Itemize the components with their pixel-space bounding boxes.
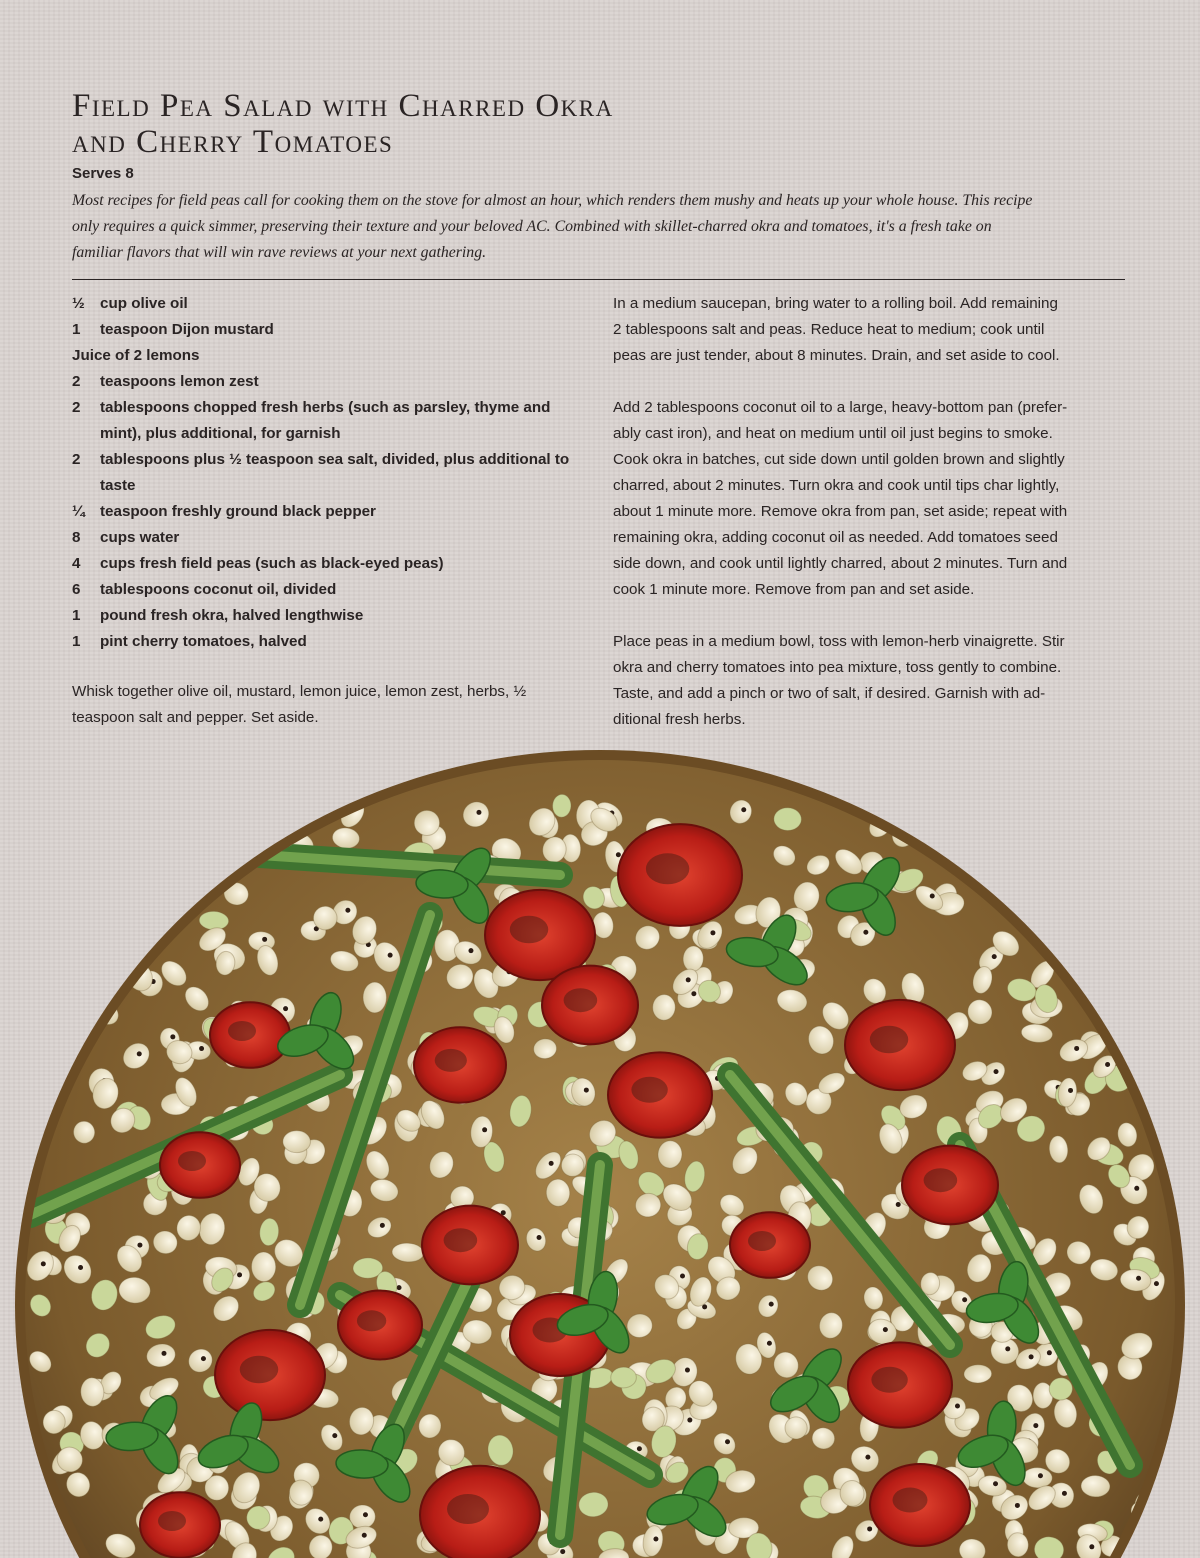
pea [1081,911,1106,939]
pea-eye [476,810,481,815]
ingredient-text: Juice of 2 lemons [72,347,200,364]
step-line: side down, and cook until lightly charred, about 2 minutes. Turn and [613,555,1068,572]
pea-eye [380,1223,385,1228]
ingredient-text: tablespoons chopped fresh herbs (such as parsley, thyme and mint), plus additional, for garnish [100,399,551,442]
pea-eye [1038,1473,1043,1478]
divider-rule [72,279,1125,280]
pea [31,797,58,822]
pea-eye [1029,1354,1034,1359]
pea-eye [680,1273,685,1278]
pea [88,886,115,914]
ingredient-text: tablespoons coconut oil, divided [100,581,337,598]
pea [1138,1006,1173,1041]
pea-eye [955,1403,960,1408]
char-mark [924,1168,958,1192]
pea [1073,868,1106,901]
pea-eye [1134,1186,1139,1191]
ingredient-text: cup olive oil [100,295,188,312]
step-line: cook 1 minute more. Remove from pan and set aside. [613,581,975,598]
serves-label: Serves 8 [72,165,134,182]
pea-eye [117,884,122,889]
pea [38,839,72,867]
char-mark [240,1356,279,1384]
pea [1135,934,1170,968]
pea-eye [653,1536,658,1541]
title-line-1: Field Pea Salad with Charred Okra [72,88,614,124]
pea-eye [48,968,53,973]
pea [1066,935,1091,966]
char-mark [178,1151,206,1171]
pea-eye [537,1235,542,1240]
intro-line-1: Most recipes for field peas call for cooking them on the stove for almost an hour, which renders them mushy and heats up your whole house. This recipe [72,192,1033,209]
pea-eye [201,1356,206,1361]
char-mark [435,1049,467,1072]
step-line: Place peas in a medium bowl, toss with lemon-herb vinaigrette. Stir [613,633,1065,650]
pea [138,834,169,866]
ingredient-item [72,525,592,551]
ingredient-text: cups water [100,529,180,546]
pea-eye [1089,1544,1094,1549]
pea [1130,957,1160,993]
ingredient-item [72,291,592,317]
pea-eye [468,948,473,953]
salad-photo [0,745,1200,1558]
pea-eye [710,930,715,935]
pea [26,1027,56,1057]
ingredient-item [72,551,592,577]
pea-eye [865,1455,870,1460]
ingredient-quantity: 8 [72,529,81,546]
pea [238,832,263,853]
step-line: 2 tablespoons salt and peas. Reduce heat to medium; cook until [613,321,1045,338]
pea [611,1367,637,1388]
pea [182,821,213,848]
pea [251,1252,276,1282]
pea-eye [345,908,350,913]
pea [1052,890,1087,918]
char-mark [444,1228,478,1252]
ingredient-quantity: 1 [72,321,81,338]
step-line: In a medium saucepan, bring water to a rolling boil. Add remaining [613,295,1058,312]
pea [1136,1514,1168,1547]
intro-paragraph [72,188,1132,266]
ingredient-text: tablespoons plus ½ teaspoon sea salt, divided, plus additional to taste [100,451,570,494]
ingredient-text: teaspoons lemon zest [100,373,259,390]
pea-eye [246,830,251,835]
step-paragraph-2 [613,395,1133,603]
pea-eye [584,1088,589,1093]
char-mark [893,1488,928,1513]
pea-eye [56,849,61,854]
pea-eye [616,852,621,857]
intro-line-3: familiar flavors that will win rave reviews at your next gathering. [72,244,487,261]
ingredient-item [72,343,592,369]
pea-eye [741,807,746,812]
ingredient-item [72,317,592,343]
pea-eye [237,1272,242,1277]
step-line: Cook okra in batches, cut side down until golden brown and slightly [613,451,1065,468]
step-line: charred, about 2 minutes. Turn okra and cook until tips char lightly, [613,477,1060,494]
pea [193,823,229,856]
step-line: remaining okra, adding coconut oil as needed. Add tomatoes seed [613,529,1058,546]
pea-eye [725,1439,730,1444]
pea [1128,1021,1160,1056]
char-mark [158,1511,186,1531]
pea-eye [332,1433,337,1438]
ingredient-text: cups fresh field peas (such as black-eyed peas) [100,555,444,572]
title-line-2: and Cherry Tomatoes [72,124,394,160]
pea-eye [867,1526,872,1531]
ingredient-quantity: 2 [72,399,81,416]
step-line: peas are just tender, about 8 minutes. Drain, and set aside to cool. [613,347,1060,364]
ingredient-text: pound fresh okra, halved lengthwise [100,607,364,624]
pea-eye [161,1351,166,1356]
pea [1032,821,1059,845]
pea [113,794,138,819]
char-mark [748,1231,776,1251]
ingredient-quantity: 1 [72,633,81,650]
pea-eye [992,954,997,959]
char-mark [510,916,549,944]
ingredient-item [72,499,592,525]
pea-eye [883,1327,888,1332]
pea-eye [363,1512,368,1517]
pea-eye [318,1517,323,1522]
step-line: okra and cherry tomatoes into pea mixture, toss gently to combine. [613,659,1062,676]
pea [219,839,244,870]
pea-eye [1015,1503,1020,1508]
pea [363,982,387,1013]
pea [1037,828,1071,863]
ingredient-quantity: 4 [72,555,81,572]
ingredient-text: teaspoon freshly ground black pepper [100,503,376,520]
ingredient-item [72,447,592,499]
ingredient-item [72,577,592,603]
pea-eye [1068,1088,1073,1093]
pea [1121,889,1154,924]
pea-eye [993,1481,998,1486]
pea [999,825,1029,853]
pea-eye [896,1202,901,1207]
pea-eye [199,1046,204,1051]
pea [38,1548,69,1558]
vinaigrette-instructions [72,679,592,731]
pea [34,875,67,910]
pea-eye [1136,1276,1141,1281]
pea [96,873,127,902]
pea [414,810,440,836]
pea-eye [1154,1281,1159,1286]
pea-eye [767,1341,772,1346]
pea [1144,1010,1173,1043]
pea-eye [1062,1491,1067,1496]
pea [130,790,164,825]
pea [1093,919,1119,946]
pea-eye [1074,1046,1079,1051]
ingredient-text: teaspoon Dijon mustard [100,321,274,338]
pea-eye [994,1069,999,1074]
pea [183,820,218,852]
pea-eye [560,1549,565,1554]
pea [32,886,67,922]
recipe-title [72,88,614,160]
pea-eye [283,1006,288,1011]
ingredient-quantity: 2 [72,373,81,390]
ingredient-quantity: ¼ [72,503,85,520]
pea-eye [863,930,868,935]
intro-line-2: only requires a quick simmer, preserving their texture and your beloved AC. Combined with skillet-charred okra and tomatoes, it's a fresh take on [72,218,992,235]
pea-eye [1138,902,1143,907]
pea-eye [78,1265,83,1270]
method-steps [613,291,1133,759]
pea [228,818,263,852]
ingredient-quantity: 6 [72,581,81,598]
pea-eye [1094,921,1099,926]
pea [74,890,97,916]
pea-eye [930,893,935,898]
pea-eye [262,937,267,942]
step-line: about 1 minute more. Remove okra from pan, set aside; repeat with [613,503,1068,520]
pea-eye [112,883,117,888]
ingredient-item [72,603,592,629]
pea [101,878,132,899]
char-mark [564,988,598,1012]
pea-eye [686,977,691,982]
pea-eye [769,1302,774,1307]
pea-eye [962,1297,967,1302]
char-mark [870,1026,909,1054]
pea [195,804,227,837]
pea-eye [137,1243,142,1248]
pea-eye [549,1161,554,1166]
pea-eye [1033,1423,1038,1428]
pea-eye [482,1127,487,1132]
pea [27,1492,53,1518]
pea [43,949,78,977]
pea-eye [170,1034,175,1039]
pea [32,960,63,983]
pea [168,853,198,887]
pea [24,1047,59,1081]
char-mark [447,1494,489,1524]
pea [68,850,100,882]
ingredient-list [72,291,592,655]
step-line: Taste, and add a pinch or two of salt, if desired. Garnish with ad- [613,685,1046,702]
whisk-line-2: teaspoon salt and pepper. Set aside. [72,709,319,726]
ingredient-text: pint cherry tomatoes, halved [100,633,307,650]
ingredient-item [72,629,592,655]
pea-eye [687,1418,692,1423]
pea-eye [41,1261,46,1266]
char-mark [357,1310,386,1331]
pea [283,1130,311,1152]
pea [150,885,181,913]
char-mark [631,1077,667,1103]
pea-eye [685,1368,690,1373]
pea-eye [637,1446,642,1451]
pea [1123,824,1155,859]
step-paragraph-3 [613,629,1133,733]
pea-eye [362,1533,367,1538]
pea-eye [1105,1062,1110,1067]
pea-eye [691,991,696,996]
pea [1022,1467,1052,1488]
pea-eye [388,953,393,958]
pea-eye [1047,1350,1052,1355]
char-mark [228,1021,256,1041]
step-line: Add 2 tablespoons coconut oil to a large, heavy-bottom pan (prefer- [613,399,1068,416]
pea [964,1364,992,1383]
pea [252,797,282,827]
ingredient-item [72,395,592,447]
pea-eye [137,1051,142,1056]
step-line: ditional fresh herbs. [613,711,746,728]
pea [33,1045,68,1076]
ingredient-quantity: ½ [72,295,85,312]
pea-eye [44,1494,49,1499]
step-line: ably cast iron), and heat on medium until oil just begins to smoke. [613,425,1053,442]
pea [652,994,675,1020]
pea-eye [1005,1346,1010,1351]
pea [65,839,98,873]
pea [773,807,801,831]
pea-eye [144,937,149,942]
ingredient-quantity: 2 [72,451,81,468]
char-mark [646,853,689,884]
ingredient-item [72,369,592,395]
whisk-line-1: Whisk together olive oil, mustard, lemon juice, lemon zest, herbs, ½ [72,683,527,700]
char-mark [871,1367,907,1393]
step-paragraph-1 [613,291,1133,369]
ingredient-quantity: 1 [72,607,81,624]
